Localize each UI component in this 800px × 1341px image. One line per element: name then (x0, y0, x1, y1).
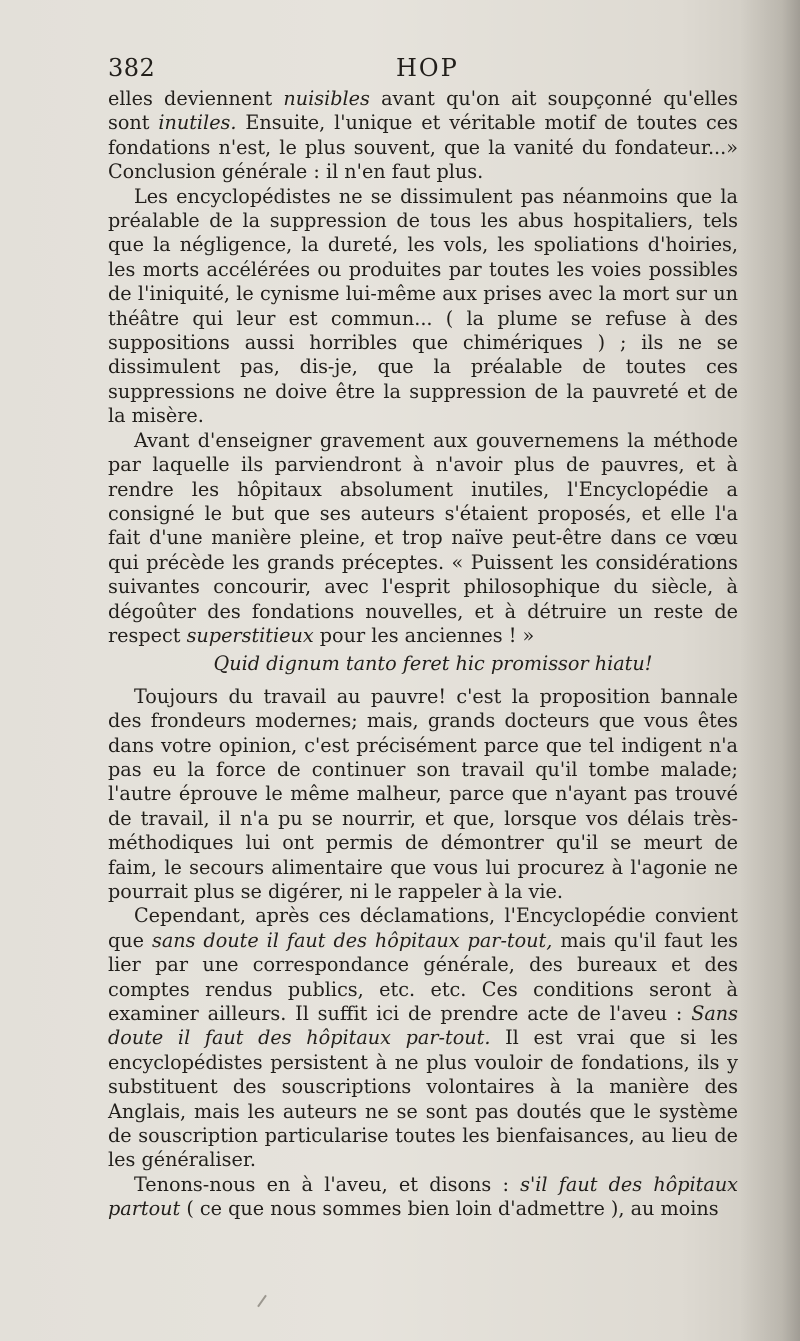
paragraph-1: elles deviennent nuisibles avant qu'on ait soupçonné qu'elles sont inutiles. Ensuite, l'unique et véritable motif de toutes ces fondations n'est, le plus souvent, que la vanité du fondateur...» Conclusion générale : il n'en faut plus. (108, 87, 739, 184)
page-number: 382 (108, 54, 156, 82)
paragraph-5: Cependant, après ces déclamations, l'Encyclopédie convient que sans doute il faut des hôpitaux par-tout, mais qu'il faut les lier par une correspondance générale, des bureaux et des comptes rendus publics, etc. etc. Ces conditions seront à examiner ailleurs. Il suffit ici de prendre acte de l'aveu : Sans doute il faut des hôpitaux par-tout. Il est vrai que si les encyclopédistes persistent à ne plus vouloir de fondations, ils y substituent des souscriptions volontaires à la manière des Anglais, mais les auteurs ne se sont pas doutés que le système de souscription particularise toutes les bienfaisances, au lieu de les généraliser. (108, 904, 738, 1172)
paragraph-4: Toujours du travail au pauvre! c'est la proposition bannale des frondeurs modernes; mais, grands docteurs que vous êtes dans votre opinion, c'est précisément parce que tel indigent n'a pas eu la force de continuer son travail qu'il tombe malade; l'autre éprouve le même malheur, parce que n'ayant pas trouvé de travail, il n'a pu se nourrir, et que, lorsque vos délais très-méthodiques lui ont permis de démontrer qu'il se meurt de faim, le secours alimentaire que vous lui procurez à l'agonie ne pourrait plus se digérer, ni le rappeler à la vie. (108, 684, 738, 903)
paragraph-3: Avant d'enseigner gravement aux gouvernemens la méthode par laquelle ils parviendront à n'avoir plus de pauvres, et à rendre les hôpitaux absolument inutiles, l'Encyclopédie a consigné le but que ses auteurs s'étaient proposés, et elle l'a fait d'une manière pleine, et trop naïve peut-être dans ce vœu qui précède les grands préceptes. « Puissent les considérations suivantes concourir, avec l'esprit philosophique du siècle, à dégoûter des fondations nouvelles, et à détruire un reste de respect superstitieux pour les anciennes ! » (108, 428, 738, 647)
running-head (108, 50, 738, 90)
emphasis-sans-doute-1: sans doute il faut des hôpitaux par-tout, (151, 928, 553, 952)
paragraph-6: Tenons-nous en à l'aveu, et disons : s'il faut des hôpitaux partout ( ce que nous sommes bien loin d'admettre ), au moins (108, 1172, 738, 1221)
paragraph-2: Les encyclopédistes ne se dissimulent pas néanmoins que la préalable de la suppression de tous les abus hospitaliers, tels que la négligence, la dureté, les vols, les spoliations d'hoiries, les morts accélérées ou produites par toutes les voies possibles de l'iniquité, le cynisme lui-même aux prises avec la mort sur un théâtre qui leur est commun... ( la plume se refuse à des suppositions aussi horribles que chimériques ) ; ils ne se dissimulent pas, dis-je, que la préalable de toutes ces suppressions ne doive être la suppression de la pauvreté et de la misère. (108, 184, 738, 428)
emphasis-inutiles: inutiles. (158, 111, 237, 135)
emphasis-hopitaux-partout: s'il faut des hôpitaux partout (108, 1172, 738, 1221)
latin-quotation: Quid dignum tanto feret hic promissor hiatu! (213, 652, 653, 676)
emphasis-superstitieux: superstitieux (186, 623, 314, 647)
section-heading: HOP (396, 54, 459, 82)
emphasis-sans-doute-2: Sans doute il faut des hôpitaux par-tout. (108, 1002, 738, 1050)
body-text (108, 87, 738, 1222)
stray-pen-mark (257, 1295, 267, 1308)
emphasis-nuisibles: nuisibles (283, 87, 370, 110)
page-edge-shadow (740, 0, 800, 1341)
